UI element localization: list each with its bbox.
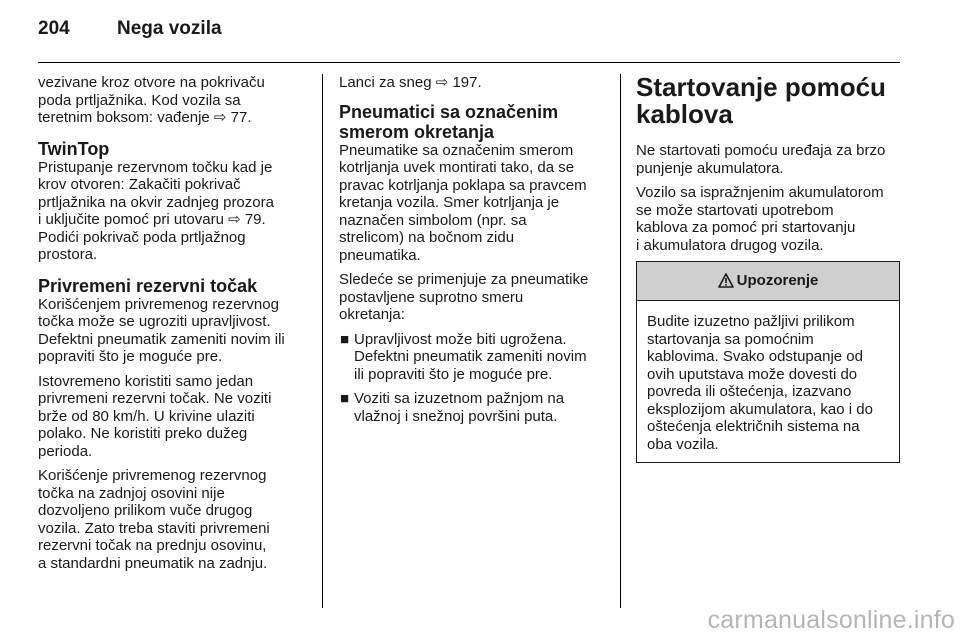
text-line: Pneumatike sa označenim smerom	[339, 141, 574, 159]
text-line: punjenje akumulatora.	[636, 159, 784, 177]
text-line: Korišćenje privremenog rezervnog	[38, 467, 267, 484]
heading-line: Startovanje pomoću	[636, 72, 886, 102]
directional-paragraph-2	[339, 271, 611, 324]
text-line: oštećenja električnih sistema na	[647, 418, 860, 435]
jump-start-heading	[636, 74, 900, 128]
twintop-paragraph	[38, 159, 310, 264]
text-line: povreda ili oštećenja, izazvano	[647, 383, 852, 400]
text-line: kretanja vozila. Smer kotrljanja je	[339, 194, 560, 211]
twintop-heading: TwinTop	[38, 138, 110, 159]
spare-wheel-heading: Privremeni rezervni točak	[38, 275, 258, 296]
text-line: teretnim boksom: vađenje ⇨ 77.	[38, 109, 252, 126]
chains-reference	[339, 74, 611, 92]
bullet-square-icon: ■	[340, 330, 350, 348]
text-line: točka može se ugroziti upravljivost.	[38, 313, 271, 330]
text-line: naznačen simbolom (npr. sa	[339, 211, 527, 229]
text-line: ovih uputstava može dovesti do	[647, 365, 858, 383]
text-line: prostora.	[38, 246, 98, 263]
text-line: Korišćenjem privremenog rezervnog	[38, 295, 279, 313]
text-line: Vozilo sa ispražnjenim akumulatorom	[636, 184, 884, 201]
text-line: krov otvoren: Zakačiti pokrivač	[38, 176, 241, 193]
spare-paragraph-1	[38, 296, 310, 366]
text-line: Defektni pneumatik zameniti novim ili	[38, 330, 285, 348]
text-line: točka na zadnjoj osovini nije	[38, 484, 225, 502]
warning-triangle-icon	[718, 273, 734, 288]
text-line: kablovima. Svako odstupanje od	[647, 348, 863, 365]
text-line: perioda.	[38, 442, 93, 460]
column-left	[38, 74, 310, 579]
bullet-square-icon: ■	[340, 390, 350, 407]
text-line: Podići pokrivač poda prtljažnog	[38, 228, 246, 246]
column-right	[636, 74, 900, 463]
text-line: Budite izuzetno pažljivi prilikom	[647, 313, 855, 330]
text-line: Lanci za sneg ⇨ 197.	[339, 74, 482, 91]
text-line: strelicom) na bočnom zidu	[339, 229, 515, 246]
text-line: dozvoljeno prilikom vuče drugog	[38, 502, 253, 519]
text-line: se može startovati upotrebom	[636, 201, 834, 219]
page-number: 204	[38, 18, 70, 39]
directional-tyres-heading	[339, 102, 611, 142]
text-line: pravac kotrljanja poklapa sa pravcem	[339, 176, 587, 194]
heading-line: smerom okretanja	[339, 121, 495, 142]
text-line: Voziti sa izuzetnom pažnjom na	[354, 390, 565, 407]
text-line: Pristupanje rezervnom točku kad je	[38, 158, 273, 176]
text-line: oba vozila.	[647, 435, 719, 453]
text-line: Ne startovati pomoću uređaja za brzo	[636, 142, 886, 159]
directional-paragraph-1	[339, 142, 611, 265]
text-line: brže od 80 km/h. U krivine ulaziti	[38, 407, 255, 425]
spare-paragraph-3	[38, 467, 310, 572]
heading-line: kablova	[636, 99, 733, 129]
heading-line: Pneumatici sa označenim	[339, 101, 559, 122]
intro-paragraph	[38, 74, 310, 127]
jump-start-paragraph-1	[636, 142, 900, 177]
warning-body	[637, 301, 899, 462]
list-item	[339, 331, 611, 384]
page-title: Nega vozila	[117, 18, 222, 39]
text-line: Istovremeno koristiti samo jedan	[38, 372, 254, 390]
text-line: privremeni rezervni točak. Ne voziti	[38, 390, 272, 407]
text-line: poda prtljažnika. Kod vozila sa	[38, 91, 241, 109]
list-item	[339, 390, 611, 425]
bullet-list	[339, 331, 611, 426]
warning-box	[636, 261, 900, 463]
jump-start-paragraph-2	[636, 184, 900, 254]
warning-title: Upozorenje	[736, 272, 819, 289]
text-line: Sledeće se primenjuje za pneumatike	[339, 271, 589, 288]
column-middle	[339, 74, 611, 432]
text-line: rezervni točak na prednju osovinu,	[38, 537, 267, 554]
header-rule	[38, 62, 900, 63]
text-line: a standardni pneumatik na zadnju.	[38, 554, 268, 572]
text-line: polako. Ne koristiti preko dužeg	[38, 425, 248, 442]
text-line: eksplozijom akumulatora, kao i do	[647, 400, 873, 418]
text-line: pneumatika.	[339, 246, 421, 264]
column-divider-2	[620, 74, 621, 608]
text-line: vozila. Zato treba staviti privremeni	[38, 519, 270, 537]
text-line: vlažnoj i snežnoj površini puta.	[354, 407, 558, 425]
text-line: kablova za pomoć pri startovanju	[636, 219, 856, 236]
text-line: okretanja:	[339, 306, 405, 323]
text-line: startovanja sa pomoćnim	[647, 330, 814, 348]
column-divider-1	[322, 74, 323, 608]
text-line: postavljene suprotno smeru	[339, 288, 524, 306]
text-line: Defektni pneumatik zameniti novim	[354, 348, 587, 365]
watermark: carmanualsonline.info	[707, 606, 955, 634]
text-line: prtljažnika na okvir zadnjeg prozora	[38, 193, 274, 211]
text-line: popraviti što je moguće pre.	[38, 348, 223, 365]
text-line: ili popraviti što je moguće pre.	[354, 365, 553, 383]
text-line: i akumulatora drugog vozila.	[636, 236, 824, 254]
text-line: kotrljanja uvek montirati tako, da se	[339, 159, 575, 176]
text-line: Upravljivost može biti ugrožena.	[354, 330, 567, 348]
spare-paragraph-2	[38, 373, 310, 461]
text-line: vezivane kroz otvore na pokrivaču	[38, 74, 265, 91]
warning-header	[637, 262, 899, 301]
text-line: i uključite pomoć pri utovaru ⇨ 79.	[38, 211, 266, 228]
